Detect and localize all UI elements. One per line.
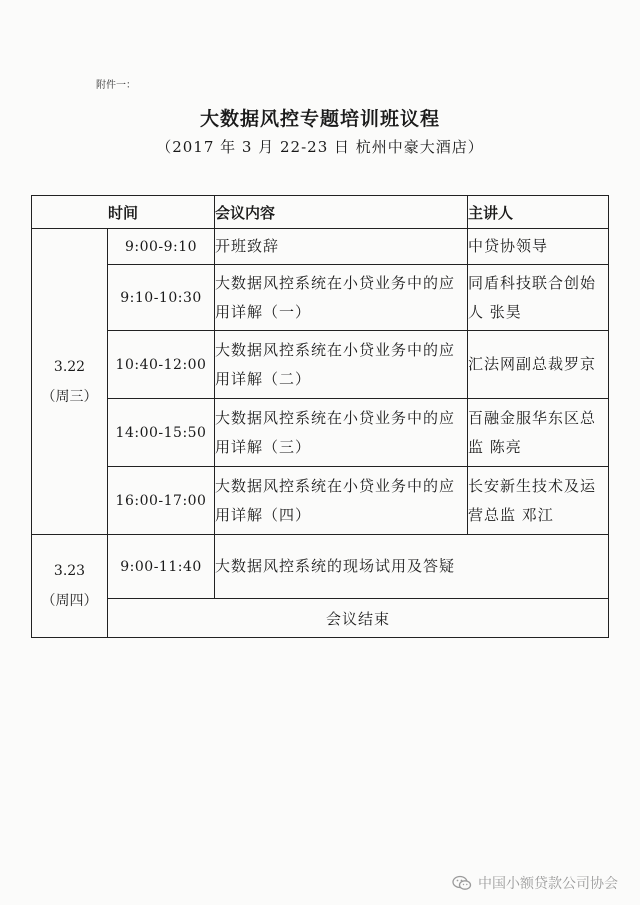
table-row <box>32 229 609 265</box>
weekday-day1: （周三） <box>41 388 98 405</box>
table-row <box>32 467 609 535</box>
date-cell-day2 <box>32 535 108 638</box>
content-cell: 大数据风控系统在小贷业务中的应用详解（一） <box>215 265 468 331</box>
table-row <box>32 399 609 467</box>
table-row <box>32 331 609 399</box>
page-title: 大数据风控专题培训班议程 <box>199 108 440 130</box>
time-cell: 9:00-11:40 <box>108 535 215 599</box>
header-time: 时间 <box>32 196 215 229</box>
speaker-cell: 汇法网副总裁罗京 <box>468 331 609 399</box>
time-cell: 16:00-17:00 <box>108 467 215 535</box>
time-cell: 14:00-15:50 <box>108 399 215 467</box>
header-content: 会议内容 <box>215 196 468 229</box>
time-cell: 10:40-12:00 <box>108 331 215 399</box>
attachment-label: 附件一： <box>96 80 136 91</box>
date-day1: 3.22 <box>53 358 86 375</box>
table-row <box>32 265 609 331</box>
wechat-icon <box>452 875 472 891</box>
date-day2: 3.23 <box>53 563 86 579</box>
closing-row <box>32 599 609 638</box>
content-cell: 大数据风控系统在小贷业务中的应用详解（四） <box>215 467 468 535</box>
speaker-cell: 长安新生技术及运营总监 邓江 <box>468 467 609 535</box>
time-cell: 9:00-9:10 <box>108 229 215 265</box>
speaker-cell: 中贷协领导 <box>468 229 609 265</box>
page-subtitle: （2017 年 3 月 22-23 日 杭州中豪大酒店） <box>156 138 484 156</box>
table-header-row <box>32 196 609 229</box>
content-cell: 开班致辞 <box>215 229 468 265</box>
content-cell: 大数据风控系统在小贷业务中的应用详解（二） <box>215 331 468 399</box>
agenda-table <box>31 195 609 638</box>
speaker-cell: 同盾科技联合创始人 张昊 <box>468 265 609 331</box>
table-row <box>32 535 609 599</box>
watermark-text: 中国小额贷款公司协会 <box>478 876 618 892</box>
content-cell: 大数据风控系统在小贷业务中的应用详解（三） <box>215 399 468 467</box>
watermark <box>452 873 618 893</box>
speaker-cell: 百融金服华东区总监 陈亮 <box>468 399 609 467</box>
date-cell-day1 <box>32 229 108 535</box>
weekday-day2: （周四） <box>41 593 98 609</box>
content-cell: 大数据风控系统的现场试用及答疑 <box>215 535 609 599</box>
closing-cell: 会议结束 <box>108 599 609 638</box>
header-speaker: 主讲人 <box>468 196 609 229</box>
time-cell: 9:10-10:30 <box>108 265 215 331</box>
